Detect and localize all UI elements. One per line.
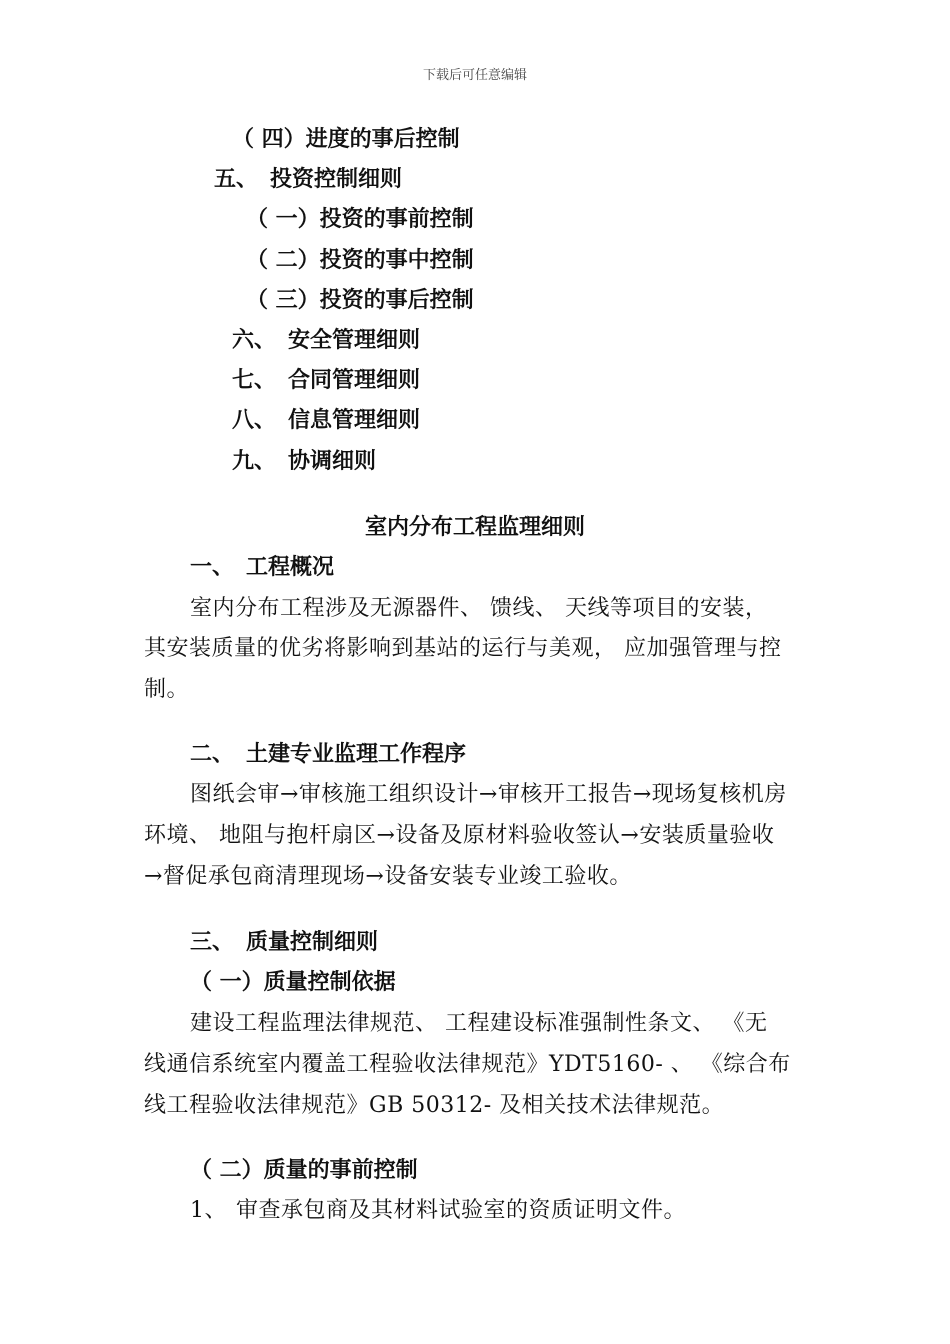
- section-2-para-line-2: 环境、 地阻与抱杆扇区→设备及原材料验收签认→安装质量验收: [144, 823, 775, 848]
- toc-item-6-label: 安全管理细则: [288, 328, 421, 353]
- toc-item-7-label: 合同管理细则: [288, 368, 421, 393]
- toc-item-5: [214, 162, 402, 193]
- section-1-number: 一、: [190, 555, 235, 580]
- toc-item-9-number: 九、: [232, 449, 277, 474]
- toc-item-6-number: 六、: [232, 328, 277, 353]
- toc-item-6: [232, 323, 420, 354]
- toc-item-8: [232, 403, 420, 434]
- subsection-3-1-heading: （ 一）质量控制依据: [190, 970, 396, 995]
- section-2-title: 土建专业监理工作程序: [246, 742, 467, 767]
- subsection-3-2-heading: （ 二）质量的事前控制: [190, 1158, 418, 1183]
- page-header-note: 下载后可任意编辑: [422, 68, 527, 83]
- toc-item-9-label: 协调细则: [288, 449, 377, 474]
- document-title: 室内分布工程监理细则: [364, 515, 585, 540]
- section-3-number: 三、: [190, 930, 235, 955]
- toc-item-5-number: 五、: [214, 167, 259, 192]
- subsection-3-2-item-1: [190, 1193, 686, 1224]
- subsection-3-2-item-1-text: 审查承包商及其材料试验室的资质证明文件。: [236, 1198, 687, 1223]
- section-1-title: 工程概况: [246, 555, 335, 580]
- toc-item-5-1: （ 一）投资的事前控制: [246, 207, 474, 232]
- subsection-3-1-para-line-1: 建设工程监理法律规范、 工程建设标准强制性条文、 《无: [190, 1011, 768, 1036]
- section-1-para-line-2: 其安装质量的优劣将影响到基站的运行与美观， 应加强管理与控: [144, 636, 782, 661]
- toc-item-7: [232, 363, 420, 394]
- toc-item-8-number: 八、: [232, 408, 277, 433]
- subsection-3-1-para-line-2: 线通信系统室内覆盖工程验收法律规范》YDT5160- 、 《综合布: [144, 1052, 791, 1077]
- toc-item-5-2: （ 二）投资的事中控制: [246, 248, 474, 273]
- section-2-number: 二、: [190, 742, 235, 767]
- toc-item-8-label: 信息管理细则: [288, 408, 421, 433]
- toc-item-5-3: （ 三）投资的事后控制: [246, 288, 474, 313]
- toc-item-5-label: 投资控制细则: [270, 167, 403, 192]
- toc-item-4-4: （ 四）进度的事后控制: [232, 127, 460, 152]
- toc-item-9: [232, 444, 376, 475]
- section-1-para-line-1: 室内分布工程涉及无源器件、 馈线、 天线等项目的安装，: [190, 596, 768, 621]
- section-3-title: 质量控制细则: [246, 930, 379, 955]
- section-2-para-line-3: →督促承包商清理现场→设备安装专业竣工验收。: [144, 864, 632, 889]
- toc-item-7-number: 七、: [232, 368, 277, 393]
- section-2-para-line-1: 图纸会审→审核施工组织设计→审核开工报告→现场复核机房: [190, 782, 787, 807]
- section-2-heading: [190, 737, 466, 768]
- section-1-heading: [190, 550, 334, 581]
- section-3-heading: [190, 925, 378, 956]
- subsection-3-2-item-1-number: 1、: [190, 1198, 227, 1223]
- subsection-3-1-para-line-3: 线工程验收法律规范》GB 50312- 及相关技术法律规范。: [144, 1093, 725, 1118]
- section-1-para-line-3: 制。: [144, 677, 190, 702]
